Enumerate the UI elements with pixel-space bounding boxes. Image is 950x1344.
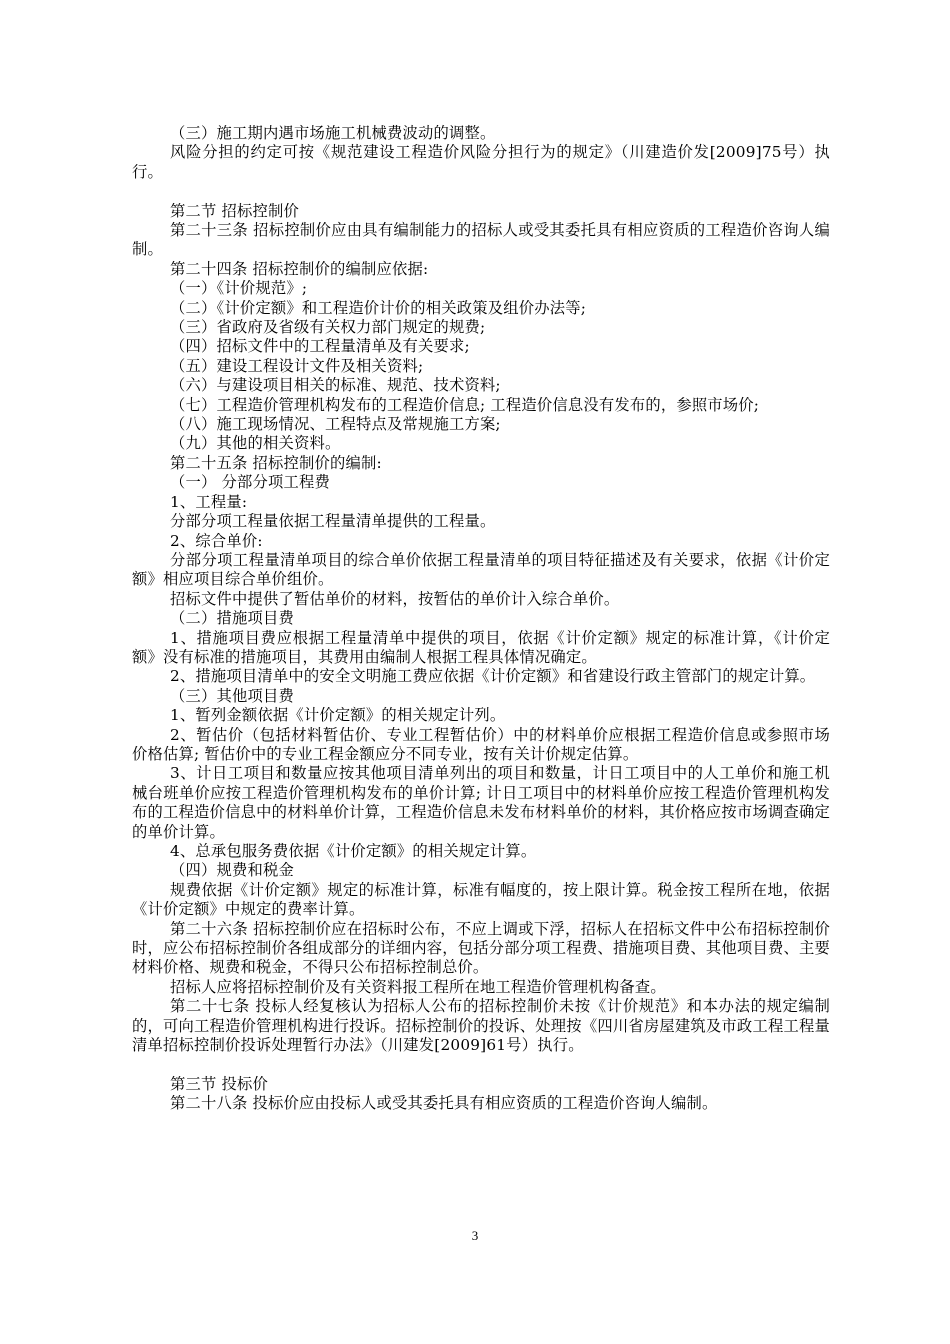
paragraph: 3、计日工项目和数量应按其他项目清单列出的项目和数量，计日工项目中的人工单价和施工机械台班单价应按工程造价管理机构发布的单价计算; 计日工项目中的材料单价应按工程造价管理机构发布的工程造价信息中的材料单价计算，工程造价信息未发布材料单价的材料，其价格应按市场调查确定的单价计算。 [132,764,830,841]
paragraph: （一）《计价规范》; [170,279,308,298]
paragraph: （九）其他的相关资料。 [170,434,341,453]
paragraph: 分部分项工程量清单项目的综合单价依据工程量清单的项目特征描述及有关要求，依据《计价定额》相应项目综合单价组价。 [132,550,830,589]
paragraph: 分部分项工程量依据工程量清单提供的工程量。 [170,512,496,531]
paragraph: （三）施工期内遇市场施工机械费波动的调整。 [170,124,496,142]
paragraph: （一） 分部分项工程费 [170,473,331,492]
paragraph: 招标人应将招标控制价及有关资料报工程所在地工程造价管理机构备查。 [170,977,666,996]
paragraph: 1、暂列金额依据《计价定额》的相关规定计列。 [170,706,506,725]
paragraph: 风险分担的约定可按《规范建设工程造价风险分担行为的规定》（川建造价发[2009]75号）执行。 [132,143,830,181]
paragraph: 2、暂估价（包括材料暂估价、专业工程暂估价）中的材料单价应根据工程造价信息或参照市场价格估算; 暂估价中的专业工程金额应分不同专业，按有关计价规定估算。 [132,725,830,763]
paragraph: 第三节 投标价 [170,1074,269,1093]
paragraph: 第二十七条 投标人经复核认为招标人公布的招标控制价未按《计价规范》和本办法的规定编制的，可向工程造价管理机构进行投诉。招标控制价的投诉、处理按《四川省房屋建筑及市政工程工程量清单招标控制价投诉处理暂行办法》（川建发[2009]61号）执行。 [132,997,830,1055]
paragraph: （六）与建设项目相关的标准、规范、技术资料; [170,376,501,395]
paragraph: 第二十四条 招标控制价的编制应依据: [170,259,429,278]
paragraph: 2、综合单价: [170,531,263,550]
paragraph: 第二十三条 招标控制价应由具有编制能力的招标人或受其委托具有相应资质的工程造价咨询人编制。 [132,221,830,259]
paragraph: 2、措施项目清单中的安全文明施工费应依据《计价定额》和省建设行政主管部门的规定计算。 [170,667,816,686]
paragraph: （四）招标文件中的工程量清单及有关要求; [170,337,470,356]
paragraph: （八）施工现场情况、工程特点及常规施工方案; [170,415,501,434]
paragraph: （三）省政府及省级有关权力部门规定的规费; [170,318,486,337]
paragraph: （二）措施项目费 [170,609,294,628]
paragraph: （五）建设工程设计文件及相关资料; [170,356,424,375]
paragraph: （二）《计价定额》和工程造价计价的相关政策及组价办法等; [170,298,587,317]
paragraph: 4、总承包服务费依据《计价定额》的相关规定计算。 [170,842,537,861]
paragraph: 第二节 招标控制价 [170,201,300,220]
blank-line [132,182,830,201]
paragraph: 规费依据《计价定额》规定的标准计算，标准有幅度的，按上限计算。税金按工程所在地，依据《计价定额》中规定的费率计算。 [132,880,830,919]
paragraph: 第二十六条 招标控制价应在招标时公布，不应上调或下浮，招标人在招标文件中公布招标控制价时，应公布招标控制价各组成部分的详细内容，包括分部分项工程费、措施项目费、其他项目费、主要材料价格、规费和税金，不得只公布招标控制总价。 [132,919,830,977]
paragraph: （七）工程造价管理机构发布的工程造价信息; 工程造价信息没有发布的，参照市场价; [170,395,760,414]
paragraph: 1、工程量: [170,492,248,511]
paragraph: 1、措施项目费应根据工程量清单中提供的项目，依据《计价定额》规定的标准计算，《计价定额》没有标准的措施项目，其费用由编制人根据工程具体情况确定。 [132,628,830,666]
paragraph: 第二十八条 投标价应由投标人或受其委托具有相应资质的工程造价咨询人编制。 [170,1094,718,1113]
page-number: 3 [471,1228,479,1243]
paragraph: 第二十五条 招标控制价的编制: [170,453,382,472]
document-body [132,124,830,1114]
paragraph: （四）规费和税金 [170,861,294,880]
paragraph: 招标文件中提供了暂估单价的材料，按暂估的单价计入综合单价。 [170,589,620,608]
paragraph: （三）其他项目费 [170,686,294,705]
blank-line [132,1055,830,1074]
